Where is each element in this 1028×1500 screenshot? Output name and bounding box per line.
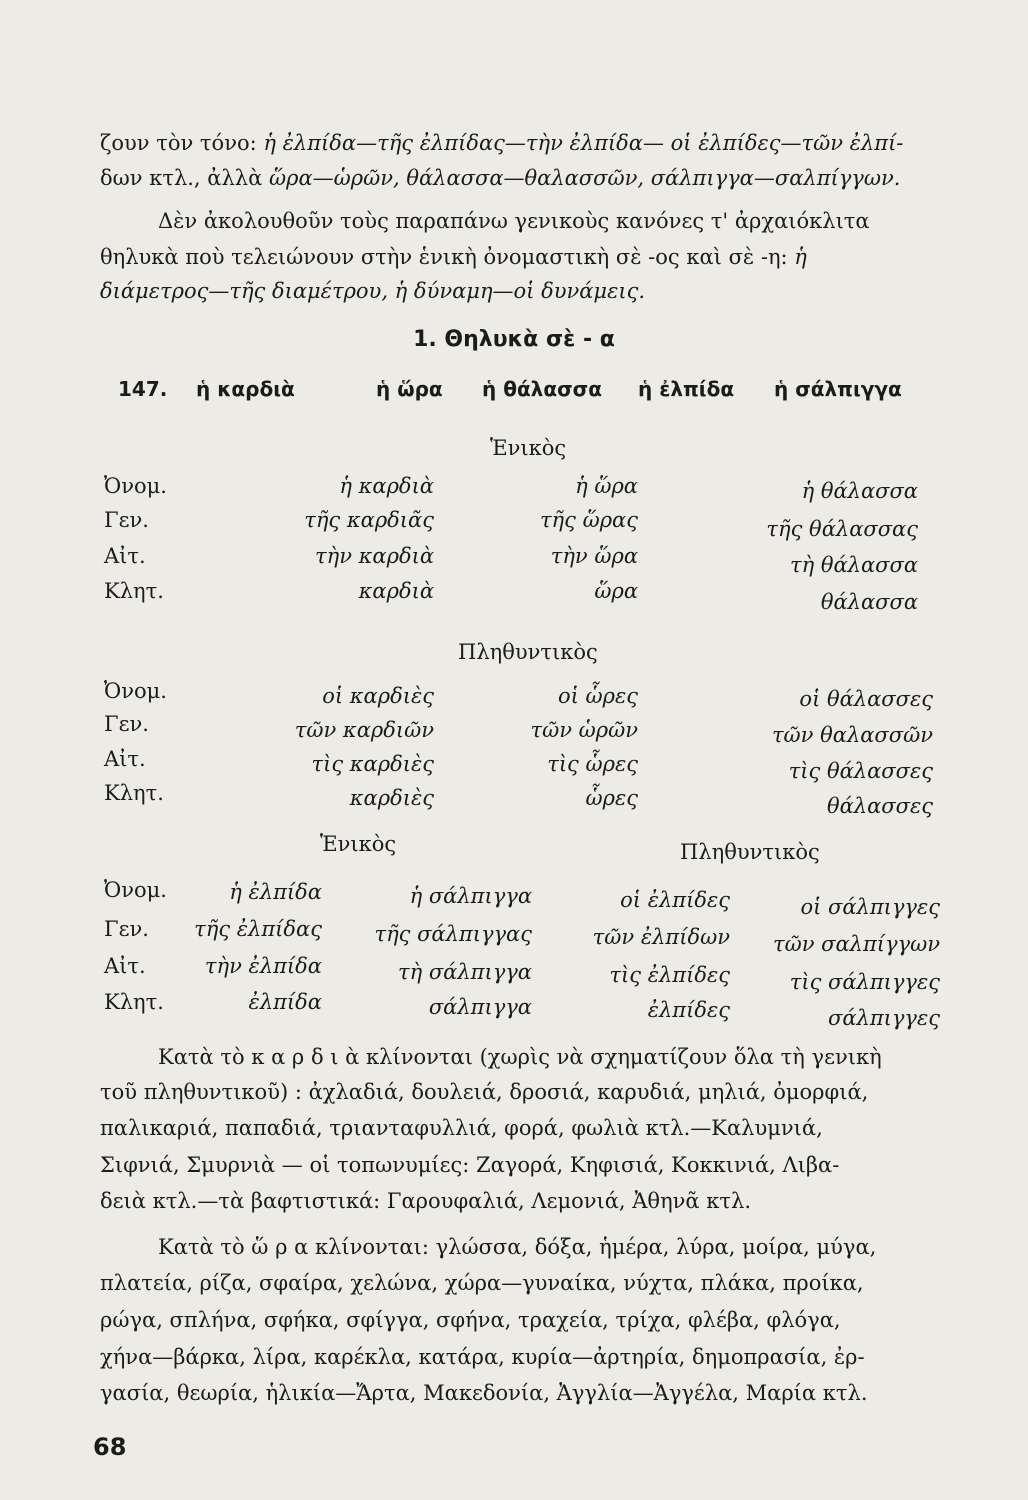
table1-sg-kardia-voc: καρδιὰ [358,579,434,603]
table2-elpida-sg-nom: ἡ ἐλπίδα [229,880,322,904]
intro-line-1 [100,128,945,158]
table1-sg-case-gen: Γεν. [104,508,149,532]
table1-pl-case-nom: Ὀνομ. [104,679,167,703]
intro-line-5: διάμετρος—τῆς διαμέτρου, ἡ δύναμη—οἱ δυνάμεις. [100,279,646,303]
table2-salpigga-pl-voc: σάλπιγγες [828,1006,940,1030]
intro-line-2 [100,163,945,193]
table1-pl-kardia-gen: τῶν καρδιῶν [294,718,434,742]
table1-pl-thalassa-acc: τὶς θάλασσες [788,759,933,783]
table1-pl-case-acc: Αἰτ. [104,747,146,771]
table1-sg-ora-nom: ἡ ὥρα [575,474,638,498]
intro-line-3: Δὲν ἀκολουθοῦν τοὺς παραπάνω γενικοὺς κανόνες τ' ἀρχαιόκλιτα [158,209,870,233]
article-row [118,377,918,409]
intro-line-4 [100,242,945,272]
article-ora: ἡ ὥρα [376,377,443,401]
para1-line-5: δειὰ κτλ.—τὰ βαφτιστικά: Γαρουφαλιά, Λεμονιά, Ἀθηνᾶ κτλ. [100,1189,752,1213]
article-thalassa: ἡ θάλασσα [482,377,602,401]
intro-line-1-examples: ἡ ἐλπίδα—τῆς ἐλπίδας—τὴν ἐλπίδα— οἱ ἐλπίδες—τῶν ἐλπί- [263,131,904,155]
paragraph-number: 147. [118,377,168,401]
table1-sg-ora-voc: ὥρα [594,579,638,603]
intro-line-2-examples: ὥρα—ὡρῶν, θάλασσα—θαλασσῶν, σάλπιγγα—σαλπίγγων. [268,166,901,190]
table1-singular-label: Ἑνικὸς [490,436,567,460]
table1-pl-thalassa-nom: οἱ θάλασσες [799,687,933,711]
table2-plural-label: Πληθυντικὸς [680,840,820,864]
table1-sg-kardia-gen: τῆς καρδιᾶς [304,508,434,532]
table2-salpigga-sg-gen: τῆς σάλπιγγας [374,922,532,946]
article-kardia: ἡ καρδιὰ [196,377,295,401]
table1-sg-case-nom: Ὀνομ. [104,474,167,498]
intro-line-4-text: θηλυκὰ ποὺ τελειώνουν στὴν ἑνικὴ ὀνομαστικὴ σὲ -ος καὶ σὲ -η: [100,245,788,269]
section-heading: 1. Θηλυκὰ σὲ - α [413,327,615,352]
table2-case-gen: Γεν. [104,917,149,941]
table1-pl-kardia-voc: καρδιὲς [349,786,434,810]
table1-pl-ora-nom: οἱ ὧρες [557,684,638,708]
table1-pl-thalassa-voc: θάλασσες [826,794,933,818]
table1-pl-ora-acc: τὶς ὧρες [547,752,638,776]
table2-elpida-sg-gen: τῆς ἐλπίδας [194,917,322,941]
table2-salpigga-pl-gen: τῶν σαλπίγγων [772,932,940,956]
table2-case-acc: Αἰτ. [104,954,146,978]
table1-sg-thalassa-gen: τῆς θάλασσας [766,517,918,541]
table1-sg-case-voc: Κλητ. [104,579,164,603]
table1-pl-thalassa-gen: τῶν θαλασσῶν [771,723,933,747]
intro-line-2-start: δων κτλ., ἀλλὰ [100,166,263,190]
table1-pl-kardia-nom: οἱ καρδιὲς [322,684,434,708]
table1-plural-label: Πληθυντικὸς [458,640,598,664]
table1-sg-thalassa-voc: θάλασσα [820,590,918,614]
table2-salpigga-pl-nom: οἱ σάλπιγγες [800,895,940,919]
article-elpida: ἡ ἐλπίδα [638,377,735,401]
table1-pl-kardia-acc: τὶς καρδιὲς [311,752,434,776]
table1-sg-ora-acc: τὴν ὥρα [550,544,638,568]
table2-elpida-sg-voc: ἐλπίδα [248,990,322,1014]
para1-line-4: Σιφνιά, Σμυρνιὰ — οἱ τοπωνυμίες: Ζαγορά, Κηφισιά, Κοκκινιά, Λιβα- [100,1153,840,1177]
para2-line-1: Κατὰ τὸ ὥ ρ α κλίνονται: γλώσσα, δόξα, ἡμέρα, λύρα, μοίρα, μύγα, [158,1235,877,1259]
table2-case-nom: Ὀνομ. [104,878,167,902]
table2-case-voc: Κλητ. [104,990,164,1014]
para1-line-1: Κατὰ τὸ κ α ρ δ ι ὰ κλίνονται (χωρὶς νὰ σχηματίζουν ὅλα τὴ γενικὴ [158,1045,882,1069]
table1-pl-ora-voc: ὧρες [585,786,638,810]
para2-line-4: χήνα—βάρκα, λίρα, καρέκλα, κατάρα, κυρία—ἀρτηρία, δημοπρασία, ἐρ- [100,1345,865,1369]
table1-sg-kardia-nom: ἡ καρδιὰ [339,474,434,498]
table2-salpigga-pl-acc: τὶς σάλπιγγες [789,970,940,994]
para2-line-3: ρώγα, σπλήνα, σφήκα, σφίγγα, σφήνα, τραχεία, τρίχα, φλέβα, φλόγα, [100,1308,841,1332]
table2-elpida-pl-acc: τὶς ἐλπίδες [609,963,730,987]
table2-elpida-sg-acc: τὴν ἐλπίδα [204,954,322,978]
table1-sg-case-acc: Αἰτ. [104,544,146,568]
table1-sg-thalassa-nom: ἡ θάλασσα [801,479,918,503]
intro-line-1-start: ζουν τὸν τόνο: [100,131,257,155]
table1-pl-case-gen: Γεν. [104,712,149,736]
table1-pl-case-voc: Κλητ. [104,781,164,805]
table2-singular-label: Ἑνικὸς [320,832,397,856]
table2-salpigga-sg-acc: τὴ σάλπιγγα [397,960,532,984]
page-number: 68 [93,1433,127,1461]
article-salpigga: ἡ σάλπιγγα [774,377,902,401]
intro-line-4-article: ἡ [794,245,807,269]
para1-line-3: παλικαριά, παπαδιά, τριανταφυλλιά, φορά, φωλιὰ κτλ.—Καλυμνιά, [100,1116,823,1140]
table1-pl-ora-gen: τῶν ὡρῶν [530,718,638,742]
para2-line-5: γασία, θεωρία, ἡλικία—Ἄρτα, Μακεδονία, Ἀγγλία—Ἀγγέλα, Μαρία κτλ. [100,1381,868,1405]
table2-elpida-pl-nom: οἱ ἐλπίδες [620,888,730,912]
table2-salpigga-sg-voc: σάλπιγγα [428,995,532,1019]
table1-sg-ora-gen: τῆς ὥρας [539,508,638,532]
table2-elpida-pl-gen: τῶν ἐλπίδων [592,925,730,949]
table1-sg-thalassa-acc: τὴ θάλασσα [789,553,918,577]
para1-line-2: τοῦ πληθυντικοῦ) : ἀχλαδιά, δουλειά, δροσιά, καρυδιά, μηλιά, ὀμορφιά, [100,1080,869,1104]
table1-sg-kardia-acc: τὴν καρδιὰ [315,544,434,568]
table2-salpigga-sg-nom: ἡ σάλπιγγα [409,884,532,908]
para2-line-2: πλατεία, ρίζα, σφαίρα, χελώνα, χώρα—γυναίκα, νύχτα, πλάκα, προίκα, [100,1271,864,1295]
table2-elpida-pl-voc: ἐλπίδες [647,998,730,1022]
